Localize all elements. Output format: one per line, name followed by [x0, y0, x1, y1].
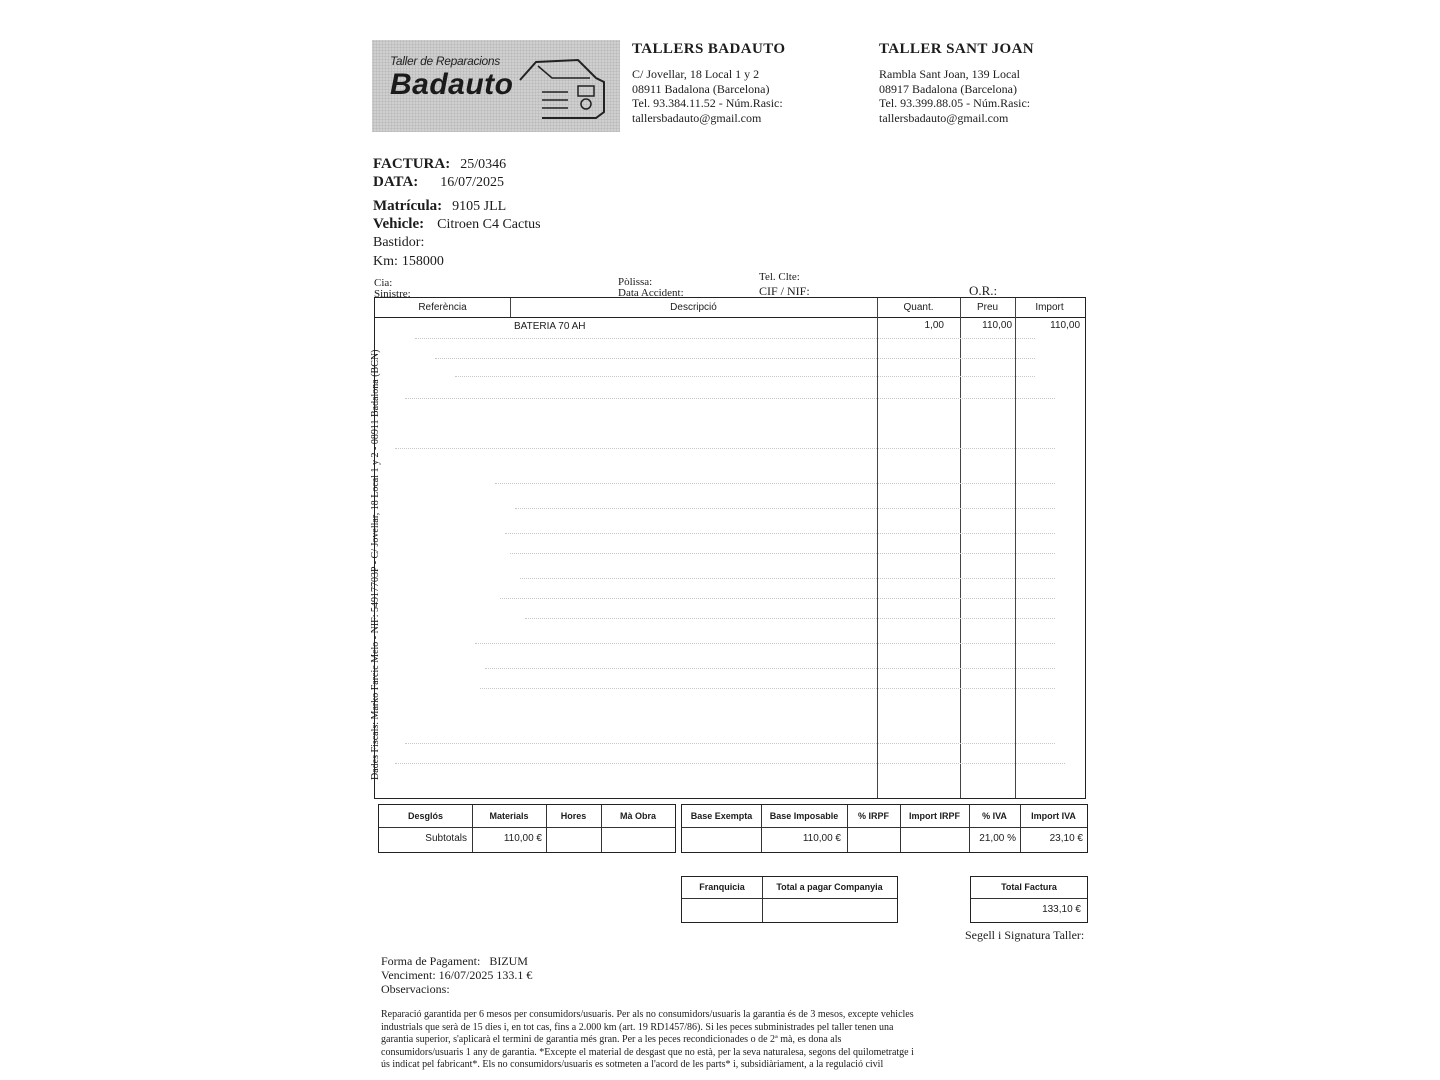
row-quantity: 1,00	[924, 320, 944, 331]
iva-pct-value: 21,00 %	[979, 833, 1016, 844]
signature-label: Segell i Signatura Taller:	[965, 928, 1085, 942]
total-value: 133,10 €	[1042, 904, 1081, 915]
shop2-phone: Tel. 93.399.88.05 - Núm.Rasic:	[879, 96, 1031, 110]
subtotals-box	[378, 804, 676, 853]
col-header-referencia: Referència	[375, 298, 510, 318]
row-amount: 110,00	[1050, 320, 1080, 331]
vehicle-row	[373, 215, 541, 233]
payment-block	[381, 954, 532, 996]
base-exempta-label: Base Exempta	[690, 811, 753, 821]
shop2-email: tallersbadauto@gmail.com	[879, 110, 1009, 125]
warranty-line: industrials que serà de 15 dies i, en tot cas, fins a 2.000 km (art. 19 RD1457/86). Si les peces subministrades pel taller tenen una	[381, 1021, 894, 1033]
base-imposable-label: Base Imposable	[769, 811, 839, 821]
km-value: 158000	[401, 254, 444, 269]
km-label: Km:	[373, 254, 398, 269]
cif-nif-label: CIF / NIF:	[759, 284, 810, 298]
invoice-number-row	[373, 155, 506, 173]
matricula-label: Matrícula:	[373, 198, 443, 214]
venciment-value: 16/07/2025 133.1 €	[438, 968, 533, 982]
hores-label: Hores	[560, 811, 587, 821]
data-label: DATA:	[373, 174, 419, 190]
car-icon	[512, 52, 612, 124]
desglos-label: Desglós	[407, 811, 443, 821]
matricula-row	[373, 197, 506, 215]
shop1-email: tallersbadauto@gmail.com	[632, 110, 762, 125]
col-header-preu: Preu	[960, 298, 1015, 318]
total-company-label: Total a pagar Companyia	[776, 882, 883, 892]
factura-value: 25/0346	[460, 157, 507, 172]
shop1-phone: Tel. 93.384.11.52 - Núm.Rasic:	[632, 96, 783, 110]
company-logo	[372, 40, 620, 132]
km-row	[373, 252, 444, 270]
materials-label: Materials	[489, 811, 529, 821]
base-imposable-value: 110,00 €	[802, 833, 841, 844]
col-header-quant: Quant.	[877, 298, 960, 318]
shop2-address2: 08917 Badalona (Barcelona)	[879, 81, 1017, 96]
logo-tagline: Taller de Reparacions	[390, 54, 500, 68]
forma-pagament-value: BIZUM	[489, 954, 528, 968]
irpf-pct-label: % IRPF	[857, 811, 889, 821]
warranty-text	[381, 1009, 1011, 1072]
import-iva-value: 23,10 €	[1049, 833, 1083, 844]
matricula-value: 9105 JLL	[452, 199, 507, 214]
subtotals-label: Subtotals	[425, 833, 467, 844]
bastidor-label: Bastidor:	[373, 235, 425, 250]
insurance-box	[681, 876, 898, 923]
warranty-line: Reparació garantida per 6 mesos per consumidors/usuaris. Per als no consumidors/usuaris la garantia és de 3 mesos, excepte vehicles	[381, 1009, 914, 1020]
cia-label: Cia:	[374, 277, 393, 289]
import-irpf-label: Import IRPF	[909, 811, 960, 821]
logo-wordmark: Badauto	[390, 68, 514, 101]
sinistre-label: Sinistre:	[374, 288, 411, 300]
factura-label: FACTURA:	[373, 156, 451, 172]
col-header-import: Import	[1015, 298, 1084, 318]
col-header-descripcio: Descripció	[510, 298, 877, 318]
ma-obra-label: Mà Obra	[619, 811, 656, 821]
shop2-name: TALLER SANT JOAN	[879, 41, 1035, 57]
tax-box	[681, 804, 1088, 853]
warranty-line: garantia superior, s'aplicarà el termini de garantia més gran. Per a les peces recondicionades o de 2ª mà, es dona als	[381, 1034, 842, 1045]
data-accident-label: Data Accident:	[618, 287, 684, 299]
invoice-date-row	[373, 173, 504, 191]
vehicle-label: Vehicle:	[373, 216, 425, 232]
venciment-label: Venciment:	[381, 968, 436, 982]
shop1-address2: 08911 Badalona (Barcelona)	[632, 81, 770, 96]
row-price: 110,00	[982, 320, 1012, 331]
data-value: 16/07/2025	[440, 175, 505, 190]
tel-clte-label: Tel. Clte:	[759, 271, 800, 283]
polissa-label: Pòlissa:	[618, 276, 653, 288]
shop2-address1: Rambla Sant Joan, 139 Local	[879, 67, 1020, 81]
invoice-lines-table	[374, 297, 1086, 799]
shop1-name: TALLERS BADAUTO	[632, 41, 786, 57]
warranty-line: consumidors/usuaris 1 any de garantia. *Excepte el material de desgast que no està, per la seva naturalesa, segons del quilometratge i	[381, 1046, 914, 1058]
forma-pagament-label: Forma de Pagament:	[381, 954, 481, 968]
row-description: BATERIA 70 AH	[514, 321, 586, 332]
shop2-block	[879, 41, 1034, 125]
materials-value: 110,00 €	[503, 833, 542, 844]
iva-pct-label: % IVA	[982, 811, 1007, 821]
total-box	[970, 876, 1088, 923]
import-iva-label: Import IVA	[1031, 811, 1076, 821]
total-label: Total Factura	[1001, 882, 1057, 892]
shop1-address1: C/ Jovellar, 18 Local 1 y 2	[632, 67, 760, 81]
fiscal-data-sidebar: Dades Fiscals: Marko Farcic Melo - NIF: 54917703P - C/ Jovellar, 18 Local 1 y 2 - 08911 Badalona (BCN)	[370, 349, 381, 780]
warranty-line: ús indicat pel fabricant*. Els no consumidors/usuaris es sotmeten a l'acord de les parts* i, subsidiàriament, a la regulació civil	[381, 1059, 884, 1070]
vehicle-value: Citroen C4 Cactus	[437, 217, 541, 232]
shop1-block	[632, 41, 785, 125]
or-label: O.R.:	[969, 283, 998, 298]
franquicia-label: Franquicia	[699, 882, 745, 892]
observacions-label: Observacions:	[381, 982, 450, 996]
